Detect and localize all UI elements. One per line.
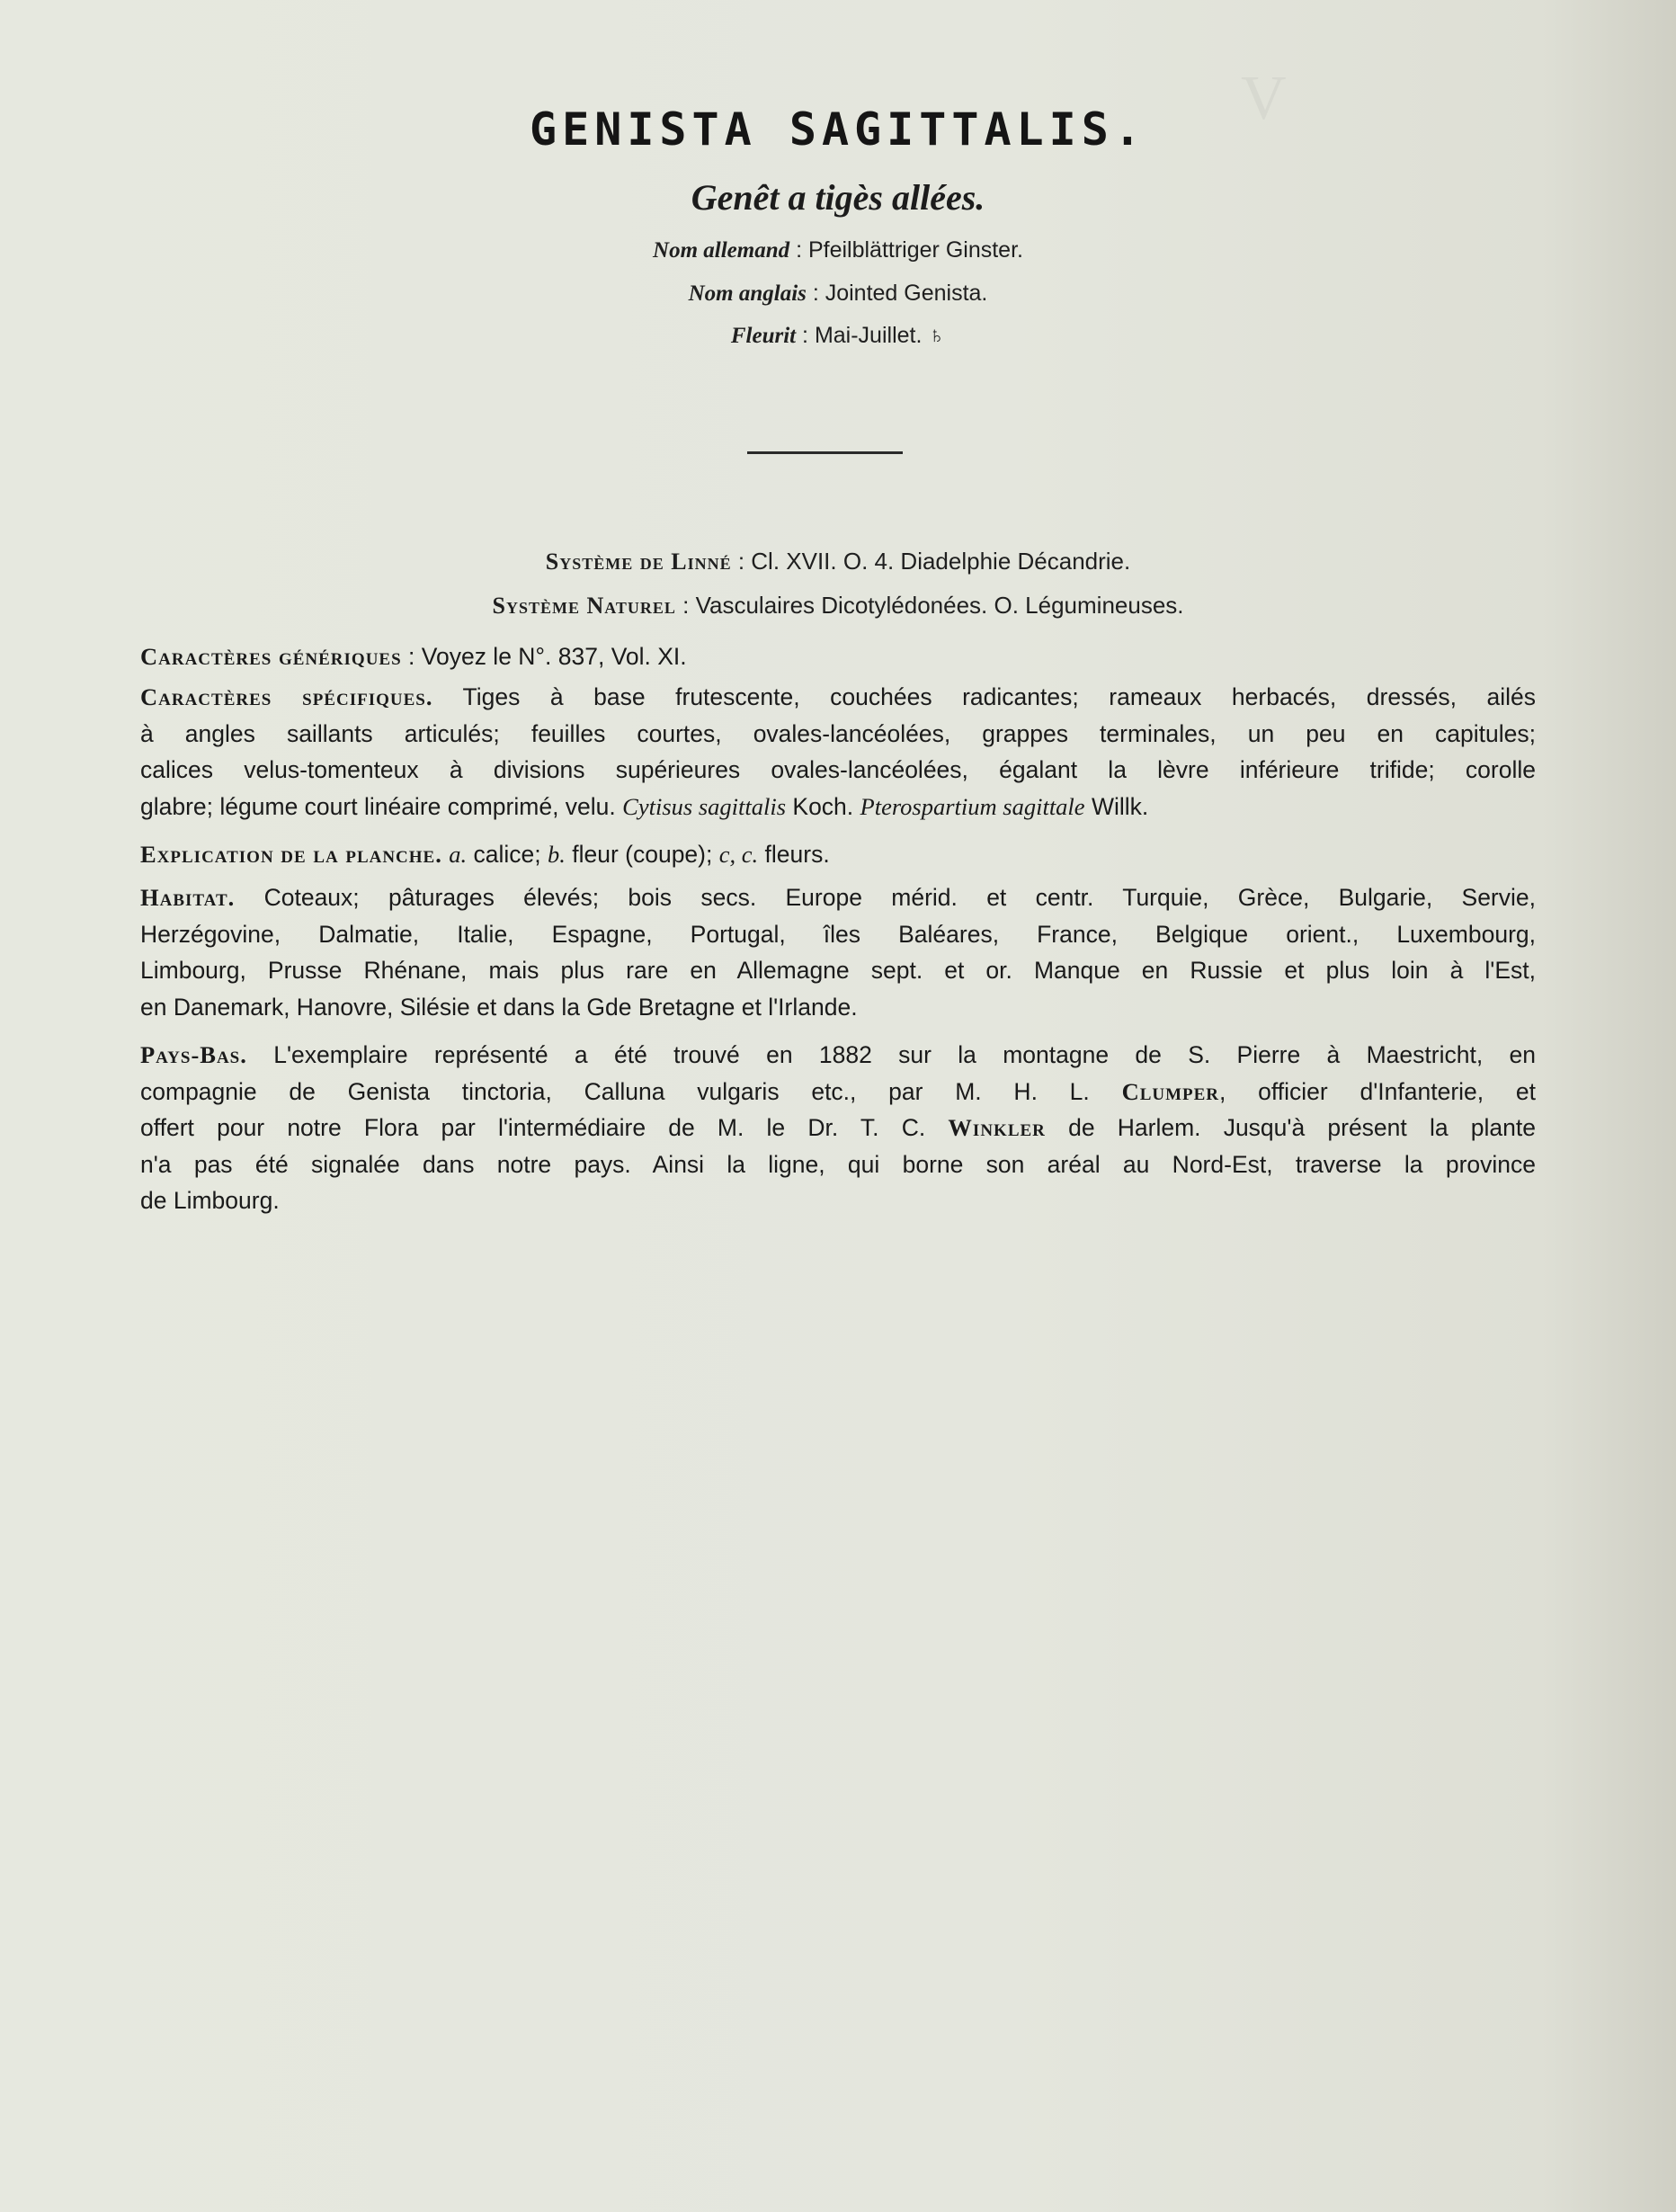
german-name-label: Nom allemand: [653, 238, 790, 263]
linne-value: Cl. XVII. O. 4. Diadelphie Décandrie.: [751, 548, 1131, 575]
netherlands-line-3c: de Harlem. Jusqu'à présent la plante: [1068, 1114, 1536, 1141]
habitat: [140, 879, 1536, 1025]
linne-label: Système de Linné: [545, 549, 732, 575]
colon: :: [796, 323, 815, 348]
species-synonym-1: Cytisus sagittalis: [622, 792, 787, 820]
habitat-label: Habitat.: [140, 884, 236, 911]
colon: :: [675, 592, 696, 619]
netherlands-line-2c: , officier d'Infanterie, et: [1219, 1077, 1536, 1105]
english-name-label: Nom anglais: [688, 281, 807, 306]
colon: :: [789, 237, 808, 263]
intermediary-name: Winkler: [948, 1114, 1046, 1141]
plate-key-c: c, c.: [718, 841, 759, 868]
plate-key-a: a.: [449, 841, 468, 868]
german-name-value: Pfeilblättriger Ginster.: [807, 237, 1023, 263]
generic-characters: [140, 638, 1536, 675]
show-through: V: [1241, 64, 1287, 133]
netherlands-label: Pays-Bas.: [140, 1041, 247, 1068]
collector-name: Clumper: [1121, 1077, 1220, 1105]
german-name-line: [0, 237, 1676, 263]
specific-line-3: calices velus-tomenteux à divisions supérieures ovales-lancéolées, égalant la lèvre inférieure trifide; corolle: [140, 756, 1536, 783]
plate-text-b: fleur (coupe);: [572, 841, 713, 868]
plate-text-c: fleurs.: [764, 841, 830, 868]
netherlands: [140, 1037, 1536, 1219]
natural-system-line: [0, 592, 1676, 620]
plate-label: Explication de la planche.: [140, 841, 442, 868]
netherlands-line-5: de Limbourg.: [140, 1187, 280, 1214]
habitat-line-3: Limbourg, Prusse Rhénane, mais plus rare en Allemagne sept. et or. Manque en Russie et plus loin à l'Est,: [140, 957, 1536, 984]
netherlands-line-2a: compagnie de Genista tinctoria, Calluna vulgaris etc., par M. H. L.: [140, 1077, 1090, 1105]
habitat-line-2: Herzégovine, Dalmatie, Italie, Espagne, Portugal, îles Baléares, France, Belgique orient., Luxembourg,: [140, 920, 1536, 948]
specific-characters: [140, 679, 1536, 825]
netherlands-line-3a: offert pour notre Flora par l'intermédiaire de M. le Dr. T. C.: [140, 1114, 926, 1141]
generic-label: Caractères génériques: [140, 643, 402, 670]
page-title: GENISTA SAGITTALIS.: [530, 103, 1146, 156]
specific-line-4a: glabre; légume court linéaire comprimé, velu.: [140, 792, 616, 820]
habitat-line-4: en Danemark, Hanovre, Silésie et dans la Gde Bretagne et l'Irlande.: [140, 993, 858, 1021]
colon: :: [806, 281, 825, 306]
flowering-line: [0, 323, 1676, 349]
divider: [747, 451, 903, 454]
colon: :: [731, 548, 752, 575]
flowering-label: Fleurit: [730, 324, 797, 348]
page-subtitle: Genêt a tigès allées.: [691, 177, 985, 218]
specific-line-4e: Willk.: [1091, 792, 1149, 820]
flowering-value: Mai-Juillet. ♄: [814, 323, 946, 348]
specific-label: Caractères spécifiques.: [140, 683, 433, 710]
plate-text-a: calice;: [473, 841, 541, 868]
english-name-value: Jointed Genista.: [825, 281, 988, 306]
plate-explanation: [140, 836, 1536, 873]
specific-line-4c: Koch.: [792, 792, 854, 820]
colon: :: [401, 643, 422, 670]
specific-line-1: Tiges à base frutescente, couchées radicantes; rameaux herbacés, dressés, ailés: [462, 683, 1536, 710]
plate-key-b: b.: [547, 841, 566, 868]
specific-line-2: à angles saillants articulés; feuilles courtes, ovales-lancéolées, grappes terminales, un peu en capitules;: [140, 719, 1536, 747]
habitat-line-1: Coteaux; pâturages élevés; bois secs. Europe mérid. et centr. Turquie, Grèce, Bulgarie, Servie,: [263, 884, 1536, 911]
english-name-line: [0, 281, 1676, 307]
natural-label: Système Naturel: [492, 593, 676, 619]
species-synonym-2: Pterospartium sagittale: [860, 792, 1085, 820]
natural-value: Vasculaires Dicotylédonées. O. Légumineuses.: [695, 592, 1184, 619]
netherlands-line-4: n'a pas été signalée dans notre pays. Ainsi la ligne, qui borne son aréal au Nord-Est, traverse la province: [140, 1150, 1536, 1178]
linne-system-line: [0, 548, 1676, 575]
generic-value: Voyez le N°. 837, Vol. XI.: [421, 643, 687, 670]
netherlands-line-1: L'exemplaire représenté a été trouvé en 1882 sur la montagne de S. Pierre à Maestricht, en: [273, 1041, 1536, 1068]
